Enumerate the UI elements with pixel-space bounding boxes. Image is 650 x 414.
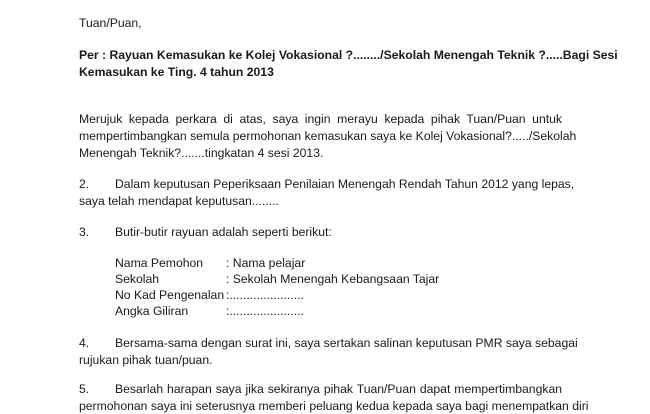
subject-line-1: Per : Rayuan Kemasukan ke Kolej Vokasional ?......../Sekolah Menengah Teknik ?.....Bagi Sesi [79, 48, 618, 62]
field-label-nama: Nama Pemohon [115, 256, 204, 270]
salutation: Tuan/Puan, [79, 16, 142, 30]
para-3-number: 3. [79, 225, 90, 239]
para-5-number: 5. [79, 382, 90, 396]
field-label-sekolah: Sekolah [115, 272, 160, 286]
field-label-angka: Angka Giliran [115, 304, 189, 318]
field-value-sekolah: : Sekolah Menengah Kebangsaan Tajar [226, 272, 440, 286]
para-3-text: Butir-butir rayuan adalah seperti berikut: [115, 225, 332, 239]
intro-line-2: mempertimbangkan semula permohonan kemasukan saya ke Kolej Vokasional?...../Sekolah [79, 129, 577, 143]
intro-line-1: Merujuk kepada perkara di atas, saya ingin merayu kepada pihak Tuan/Puan untuk [79, 112, 562, 126]
field-value-angka: :...................... [226, 304, 304, 318]
para-2-line-2: saya telah mendapat keputusan........ [79, 194, 279, 208]
subject-line-2: Kemasukan ke Ting. 4 tahun 2013 [79, 65, 274, 79]
para-2-line-1: Dalam keputusan Peperiksaan Penilaian Menengah Rendah Tahun 2012 yang lepas, [115, 177, 575, 191]
para-5-line-1: Besarlah harapan saya jika sekiranya pihak Tuan/Puan dapat mempertimbangkan [115, 382, 562, 396]
para-5-line-2: permohonan saya ini seterusnya memberi peluang kedua kepada saya bagi menempatkan diri [79, 399, 589, 413]
field-value-kad: :...................... [226, 288, 304, 302]
para-4-line-2: rujukan pihak tuan/puan. [79, 353, 213, 367]
field-value-nama: : Nama pelajar [226, 256, 306, 270]
para-4-number: 4. [79, 336, 90, 350]
para-4-line-1: Bersama-sama dengan surat ini, saya sertakan salinan keputusan PMR saya sebagai [115, 336, 578, 350]
intro-line-3: Menengah Teknik?.......tingkatan 4 sesi 2013. [79, 146, 324, 160]
para-2-number: 2. [79, 177, 90, 191]
field-label-kad: No Kad Pengenalan [115, 288, 225, 302]
